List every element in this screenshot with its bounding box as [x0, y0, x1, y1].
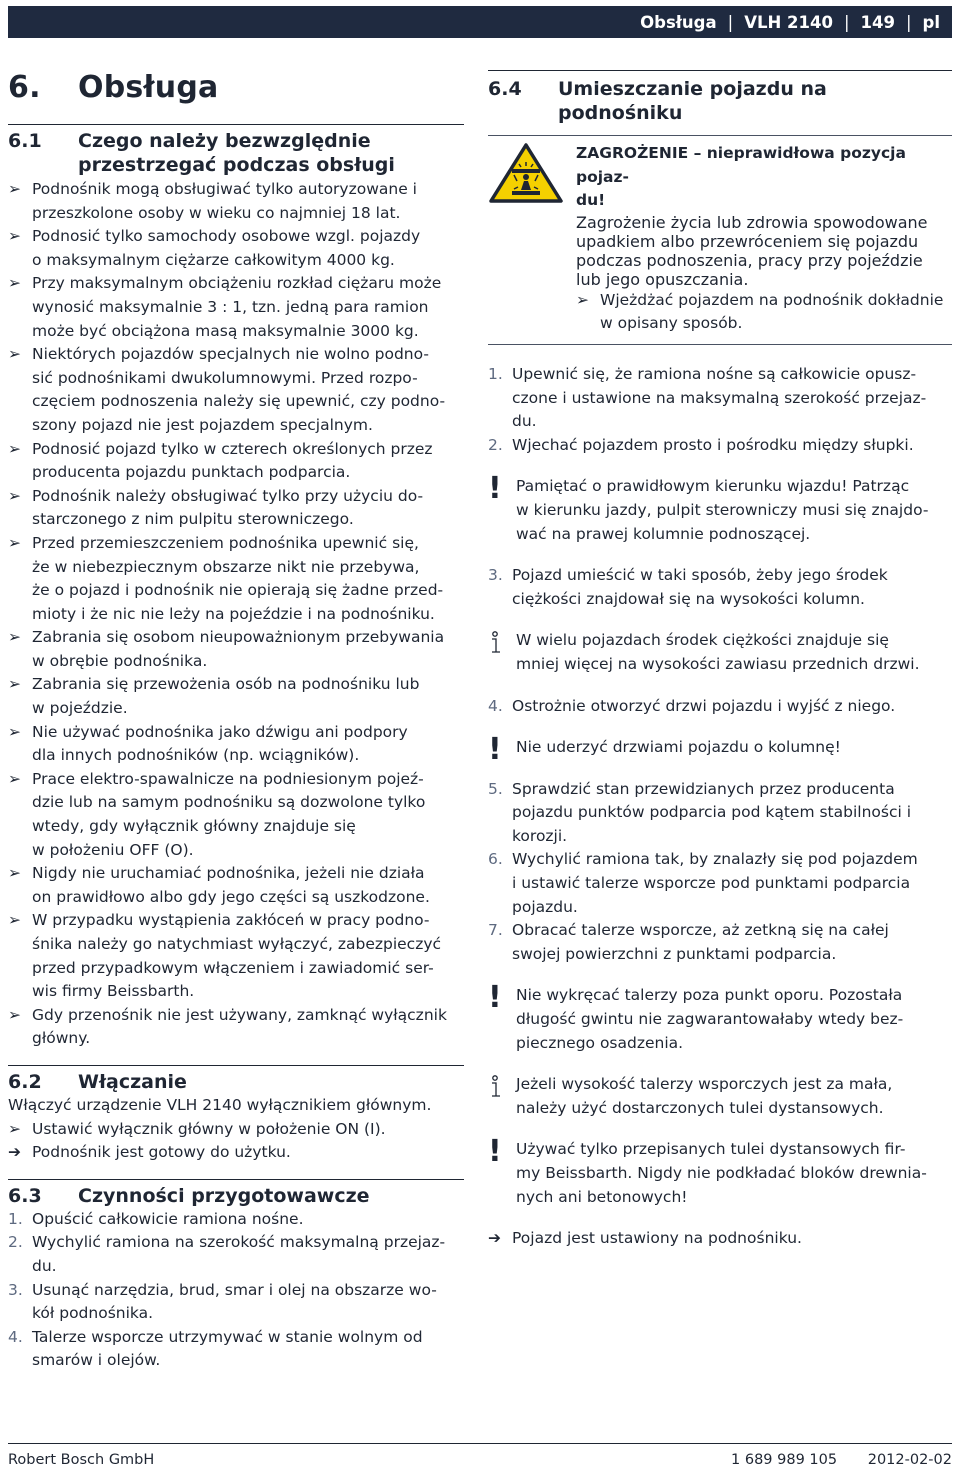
chapter-title [8, 70, 218, 105]
page-footer [8, 1452, 952, 1468]
footer-document-number: 1 689 989 105 [731, 1452, 838, 1468]
text-line: mniej więcej na wysokości zawiasu przednich drzwi. [516, 654, 920, 673]
step-number: 1. [488, 364, 503, 383]
text-line: Usunąć narzędzia, brud, smar i olej na obszarze wo- [32, 1280, 437, 1299]
left-column [8, 124, 464, 1373]
section-title-line: Czego należy bezwzględnie [78, 130, 371, 152]
list-item-text [32, 768, 425, 862]
caution-note [488, 1134, 952, 1209]
text-line: Sprawdzić stan przewidzianych przez producenta [512, 779, 895, 798]
list-item-text [32, 626, 444, 673]
list-item [8, 862, 464, 909]
section-6-3-heading [8, 1184, 464, 1208]
numbered-step [488, 434, 952, 458]
danger-notice [488, 142, 952, 336]
text-line: korozji. [512, 826, 568, 845]
section-title: Czynności przygotowawcze [78, 1184, 370, 1207]
text-line: dzie lub na samym podnośniku są dozwolone tylko [32, 793, 426, 812]
step-text [32, 1231, 445, 1278]
section-rule [8, 1179, 464, 1180]
list-item-text [32, 485, 423, 532]
text-line: o maksymalnym ciężarze całkowitym 4000 kg. [32, 250, 395, 269]
section-title: Umieszczanie pojazdu na podnośniku [558, 78, 827, 124]
text-line: przeszkolone osoby w wieku co najmniej 18 lat. [32, 203, 401, 222]
result-item [488, 1227, 952, 1251]
numbered-step [8, 1231, 464, 1278]
list-item-text [32, 1004, 447, 1051]
footer-company: Robert Bosch GmbH [8, 1452, 155, 1468]
danger-box-bottom-rule [488, 344, 952, 345]
note-text [516, 984, 903, 1055]
caution-note [488, 732, 952, 768]
text-line: przed przypadkowym włączeniem i zawiadomić ser- [32, 958, 434, 977]
step-number: 5. [488, 779, 503, 798]
arrow-bullet-icon: ➢ [8, 769, 21, 788]
danger-title-line: du! [576, 191, 606, 210]
header-separator: | [843, 12, 850, 32]
info-icon [488, 629, 516, 676]
arrow-bullet-icon: ➢ [8, 628, 21, 647]
list-item-text [32, 343, 445, 437]
list-item-text: Ustawić wyłącznik główny w położenie ON (I). [32, 1119, 386, 1138]
page-header [8, 6, 952, 38]
text-line: Opuścić całkowicie ramiona nośne. [32, 1209, 304, 1228]
text-line: nych ani betonowych! [516, 1187, 688, 1206]
text-line: w kierunku jazdy, pulpit sterowniczy musi się znajdo- [516, 500, 929, 519]
step-text [32, 1208, 304, 1232]
list-item-text [32, 438, 433, 485]
list-item [8, 626, 464, 673]
text-line: Upewnić się, że ramiona nośne są całkowicie opusz- [512, 364, 917, 383]
list-item-text [32, 721, 408, 768]
text-line: że w niebezpiecznym obszarze nikt nie przebywa, [32, 557, 420, 576]
list-item [8, 721, 464, 768]
step-text [512, 434, 914, 458]
step-text [512, 919, 889, 966]
list-item-text [32, 532, 443, 626]
text-line: wać na prawej kolumnie podnoszącej. [516, 524, 811, 543]
numbered-step [488, 363, 952, 434]
numbered-step [8, 1326, 464, 1373]
text-line: Nie uderzyć drzwiami pojazdu o kolumnę! [516, 738, 841, 757]
info-note [488, 629, 952, 676]
text-line: starczonego z nim pulpitu sterowniczego. [32, 510, 354, 529]
section-title-line: przestrzegać podczas obsługi [78, 154, 395, 176]
result-text: Podnośnik jest gotowy do użytku. [32, 1143, 291, 1162]
text-line: Wychylić ramiona na szerokość maksymalną przejaz- [32, 1233, 446, 1252]
step-number: 7. [488, 921, 503, 940]
header-page-number: 149 [860, 12, 895, 32]
note-text [516, 1073, 892, 1120]
list-item [8, 1004, 464, 1051]
text-line: Podnośnik należy obsługiwać tylko przy użyciu do- [32, 486, 424, 505]
text-line: producenta pojazdu punktach podparcia. [32, 463, 351, 482]
danger-action-text [600, 289, 943, 336]
result-arrow-icon: ➔ [8, 1143, 21, 1162]
text-line: swojej powierzchni z punktami podparcia. [512, 944, 837, 963]
arrow-bullet-icon: ➢ [8, 1005, 21, 1024]
header-separator: | [727, 12, 734, 32]
info-icon [488, 1073, 516, 1120]
text-line: częciem podnoszenia należy się upewnić, czy podno- [32, 392, 446, 411]
list-item [8, 1118, 464, 1142]
danger-box-top-rule [488, 135, 952, 136]
list-item-text [32, 909, 441, 1003]
text-line: du. [512, 412, 537, 431]
text-line: Niektórych pojazdów specjalnych nie wolno podno- [32, 345, 429, 364]
text-line: Zabrania się przewożenia osób na podnośniku lub [32, 675, 420, 694]
step-number: 4. [8, 1327, 23, 1346]
text-line: Prace elektro-spawalnicze na podniesionym pojeź- [32, 769, 424, 788]
text-line: może być obciążona masą maksymalnie 3000 kg. [32, 321, 419, 340]
arrow-bullet-icon: ➢ [8, 486, 21, 505]
text-line: Wjechać pojazdem prosto i pośrodku między słupki. [512, 435, 914, 454]
text-line: w pojeździe. [32, 699, 128, 718]
section-number: 6.1 [8, 130, 42, 152]
section-rule [8, 124, 464, 125]
text-line: W przypadku wystąpienia zakłóceń w pracy podno- [32, 911, 430, 930]
note-text [516, 475, 928, 546]
numbered-step [488, 695, 952, 719]
text-line: kół podnośnika. [32, 1304, 154, 1323]
text-line: w obrębie podnośnika. [32, 651, 208, 670]
switch-on-intro: Włączyć urządzenie VLH 2140 wyłącznikiem głównym. [8, 1095, 432, 1114]
section-title: Włączanie [78, 1070, 187, 1093]
danger-line: Zagrożenie życia lub zdrowia spowodowane [576, 212, 928, 232]
text-line: sić podnośnikami dwukolumnowymi. Przed rozpo- [32, 368, 418, 387]
arrow-bullet-icon: ➢ [8, 1119, 21, 1138]
step-number: 3. [8, 1280, 23, 1299]
text-line: Ostrożnie otworzyć drzwi pojazdu i wyjść z niego. [512, 696, 896, 715]
crush-hazard-warning-icon [488, 142, 576, 336]
section-number: 6.4 [488, 78, 522, 100]
list-item [8, 909, 464, 1003]
text-line: Podnośnik mogą obsługiwać tylko autoryzowane i [32, 180, 417, 198]
numbered-step [488, 848, 952, 919]
text-line: pojazdu. [512, 897, 578, 916]
danger-line: upadkiem albo przewróceniem się pojazdu [576, 231, 919, 251]
danger-action-line: w opisany sposób. [600, 314, 743, 333]
danger-title-line: ZAGROŻENIE – nieprawidłowa pozycja pojaz- [576, 144, 906, 186]
result-arrow-icon: ➔ [488, 1229, 501, 1248]
header-model: VLH 2140 [744, 12, 833, 32]
info-note [488, 1073, 952, 1120]
list-item-text [32, 272, 441, 343]
step-text [512, 363, 926, 434]
step-text [512, 564, 888, 611]
text-line: że o pojazd i podnośnik nie opierają się żadne przed- [32, 581, 444, 600]
section-rule [8, 1065, 464, 1066]
text-line: ciężkości znajdował się na wysokości kolumn. [512, 589, 865, 608]
exclamation-icon: ! [488, 732, 502, 768]
safety-rules-list [8, 178, 464, 1051]
arrow-bullet-icon: ➢ [8, 274, 21, 293]
text-line: W wielu pojazdach środek ciężkości znajduje się [516, 631, 889, 650]
danger-line: podczas podnoszenia, pracy przy pojeździe [576, 250, 923, 270]
arrow-bullet-icon: ➢ [8, 345, 21, 364]
text-line: Używać tylko przepisanych tulei dystansowych fir- [516, 1140, 906, 1159]
step-number: 2. [488, 435, 503, 454]
text-line: pojazdu punktów podparcia pod kątem stabilności i [512, 803, 912, 822]
text-line: Zabrania się osobom nieupoważnionym przebywania [32, 628, 445, 647]
text-line: i ustawić talerze wsporcze pod punktami podparcia [512, 874, 911, 893]
arrow-bullet-icon: ➢ [8, 675, 21, 694]
numbered-step [8, 1279, 464, 1326]
arrow-bullet-icon: ➢ [8, 864, 21, 883]
note-text [516, 736, 841, 760]
numbered-step [488, 919, 952, 966]
chapter-title-text: Obsługa [78, 70, 219, 105]
text-line: Obracać talerze wsporcze, aż zetkną się na całej [512, 921, 889, 940]
step-number: 1. [8, 1209, 23, 1228]
numbered-step [488, 564, 952, 611]
text-line: piecznego osadzenia. [516, 1033, 684, 1052]
text-line: należy użyć dostarczonych tulei dystansowych. [516, 1098, 884, 1117]
text-line: śnika należy go natychmiast wyłączyć, zabezpieczyć [32, 935, 442, 953]
text-line: wis firmy Beissbarth. [32, 982, 195, 1001]
note-text [516, 1138, 927, 1209]
text-line: Podnosić tylko samochody osobowe wzgl. pojazdy [32, 227, 421, 246]
arrow-bullet-icon: ➢ [8, 180, 21, 198]
step-text [512, 848, 918, 919]
text-line: Przy maksymalnym obciążeniu rozkład ciężaru może [32, 274, 442, 293]
section-number: 6.3 [8, 1184, 42, 1207]
list-item [8, 272, 464, 343]
numbered-step [8, 1208, 464, 1232]
text-line: długość gwintu nie zagwarantowałaby wtedy bez- [516, 1010, 904, 1029]
section-6-1-heading [8, 129, 464, 177]
step-text [512, 778, 911, 849]
list-item [8, 673, 464, 720]
arrow-bullet-icon: ➢ [576, 290, 589, 309]
footer-rule [8, 1443, 952, 1444]
step-text [32, 1279, 437, 1326]
arrow-bullet-icon: ➢ [8, 722, 21, 741]
list-item-text [32, 673, 419, 720]
text-line: on prawidłowo albo gdy jego części są uszkodzone. [32, 887, 430, 906]
arrow-bullet-icon: ➢ [8, 227, 21, 246]
text-line: czone i ustawione na maksymalną szerokość przejaz- [512, 388, 927, 407]
arrow-bullet-icon: ➢ [8, 533, 21, 552]
text-line: wynosić maksymalnie 3 : 1, tzn. jedną para ramion [32, 297, 429, 316]
step-text [512, 695, 895, 719]
right-column [488, 70, 952, 1251]
danger-line: lub jego opuszczania. [576, 269, 749, 289]
arrow-bullet-icon: ➢ [8, 439, 21, 458]
text-line: du. [32, 1256, 57, 1275]
text-line: smarów i olejów. [32, 1351, 161, 1370]
danger-text [576, 142, 952, 336]
text-line: szony pojazd nie jest pojazdem specjalnym. [32, 415, 373, 434]
text-line: Podnosić pojazd tylko w czterech określonych przez [32, 439, 433, 458]
list-item [8, 225, 464, 272]
list-item [8, 532, 464, 626]
step-number: 2. [8, 1233, 23, 1252]
section-6-2-heading [8, 1070, 464, 1094]
text-line: Przed przemieszczeniem podnośnika upewnić się, [32, 533, 419, 552]
text-line: my Beissbarth. Nigdy nie podkładać bloków drewnia- [516, 1164, 927, 1182]
danger-action-line: Wjeżdżać pojazdem na podnośnik dokładnie [600, 290, 944, 309]
list-item [8, 768, 464, 862]
text-line: główny. [32, 1029, 91, 1048]
step-number: 3. [488, 566, 503, 585]
text-line: Nie wykręcać talerzy poza punkt oporu. Pozostała [516, 986, 903, 1005]
text-line: Pojazd umieścić w taki sposób, żeby jego środek [512, 566, 888, 585]
header-separator: | [905, 12, 912, 32]
text-line: wtedy, gdy wyłącznik główny znajduje się [32, 817, 356, 836]
footer-date: 2012-02-02 [867, 1452, 952, 1468]
list-item-text [32, 178, 417, 225]
text-line: dla innych podnośników (np. wciągników). [32, 746, 360, 765]
section-rule [488, 70, 952, 71]
text-line: Wychylić ramiona tak, by znalazły się pod pojazdem [512, 850, 918, 869]
exclamation-icon: ! [488, 471, 502, 507]
caution-note [488, 471, 952, 546]
arrow-bullet-icon: ➢ [8, 911, 21, 930]
step-text [32, 1326, 423, 1373]
numbered-step [488, 778, 952, 849]
header-section: Obsługa [640, 12, 717, 32]
list-item [8, 178, 464, 225]
section-number: 6.2 [8, 1070, 42, 1093]
text-line: Talerze wsporcze utrzymywać w stanie wolnym od [32, 1327, 423, 1346]
text-line: Nie używać podnośnika jako dźwigu ani podpory [32, 722, 408, 741]
danger-description [576, 213, 952, 289]
danger-action [576, 289, 952, 336]
section-6-4-heading [488, 77, 952, 125]
text-line: Jeżeli wysokość talerzy wsporczych jest za mała, [516, 1075, 893, 1094]
text-line: Pamiętać o prawidłowym kierunku wjazdu! Patrząc [516, 477, 910, 496]
step-number: 4. [488, 696, 503, 715]
list-item [8, 343, 464, 437]
positioning-procedure [488, 363, 952, 1251]
preparation-steps-list [8, 1208, 464, 1373]
chapter-number: 6. [8, 70, 41, 105]
caution-note [488, 980, 952, 1055]
list-item-text [32, 862, 430, 909]
text-line: w położeniu OFF (O). [32, 840, 194, 859]
list-item [8, 485, 464, 532]
exclamation-icon: ! [488, 980, 502, 1016]
note-text [516, 629, 920, 676]
result-item [8, 1141, 464, 1165]
text-line: Nigdy nie uruchamiać podnośnika, jeżeli nie działa [32, 864, 425, 883]
exclamation-icon: ! [488, 1134, 502, 1170]
step-number: 6. [488, 850, 503, 869]
text-line: mioty i że nic nie leży na pojeździe i na podnośniku. [32, 604, 435, 623]
result-text: Pojazd jest ustawiony na podnośniku. [512, 1229, 802, 1248]
header-language: pl [922, 12, 940, 32]
list-item-text [32, 225, 420, 272]
text-line: Gdy przenośnik nie jest używany, zamknąć wyłącznik [32, 1005, 447, 1024]
list-item [8, 438, 464, 485]
